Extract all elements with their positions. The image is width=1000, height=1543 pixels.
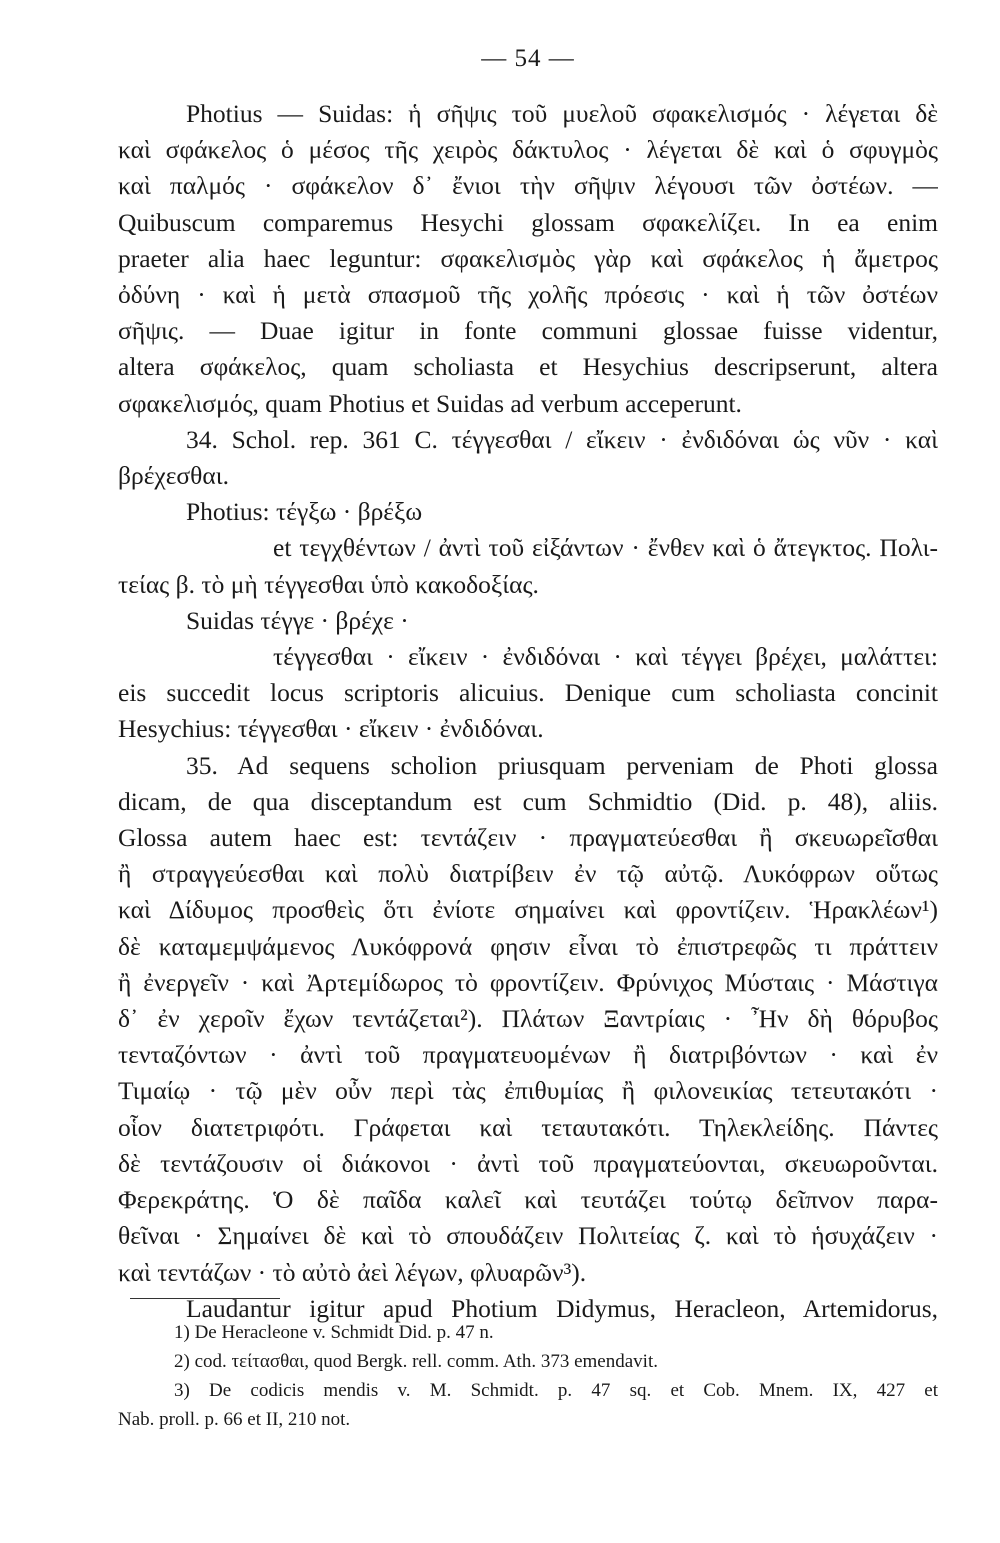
text-line: Photius — Suidas: ἡ σῆψις τοῦ μυελοῦ σφακελισμός · λέγεται δὲ bbox=[186, 99, 938, 128]
footnote: 2) cod. τείτασθαι, quod Bergk. rell. comm. Ath. 373 emendavit. bbox=[174, 1351, 658, 1372]
text-line: σφακελισμός, quam Photius et Suidas ad verbum acceperunt. bbox=[118, 388, 742, 418]
text-line: Quibuscum comparemus Hesychi glossam σφακελίζει. In ea enim bbox=[118, 207, 938, 237]
text-line: 34. Schol. rep. 361 C. τέγγεσθαι / εἴκειν · ἐνδιδόναι ὡς νῦν · καὶ bbox=[186, 424, 938, 454]
text-line: Suidas τέγγε · βρέχε · bbox=[186, 605, 409, 635]
text-line: Glossa autem haec est: τεντάζειν · πραγματεύεσθαι ἢ σκευωρεῖσθαι bbox=[118, 823, 938, 853]
text-line: δ᾽ ἐν χεροῖν ἔχων τεντάζεται²). Πλάτων Ξαντρίαις · Ἦν δὴ θόρυβος bbox=[118, 1004, 938, 1034]
text-line: ἢ ἐνεργεῖν · καὶ Ἀρτεμίδωρος τὸ φροντίζειν. Φρύνιχος Μύσταις · Μάστιγα bbox=[118, 967, 938, 997]
text-line: τενταζόντων · ἀντὶ τοῦ πραγματευομένων ἢ διατριβόντων · καὶ ἐν bbox=[118, 1040, 938, 1070]
text-line: Laudantur igitur apud Photium Didymus, Heracleon, Artemidorus, bbox=[186, 1293, 938, 1323]
text-line: dicam, de qua disceptandum est cum Schmidtio (Did. p. 48), aliis. bbox=[118, 786, 938, 816]
text-line: eis succedit locus scriptoris alicuius. Denique cum scholiasta concinit bbox=[118, 678, 938, 708]
text-line: τείας β. τὸ μὴ τέγγεσθαι ὑπὸ κακοδοξίας. bbox=[118, 569, 539, 599]
page-number: — 54 — bbox=[481, 45, 575, 72]
text-line: δὲ τεντάζουσιν οἱ διάκονοι · ἀντὶ τοῦ πραγματεύονται, σκευωροῦνται. bbox=[118, 1148, 938, 1178]
main-text bbox=[118, 96, 938, 1327]
footnote: Nab. proll. p. 66 et II, 210 not. bbox=[118, 1409, 351, 1430]
page-body bbox=[118, 44, 938, 1327]
text-line: καὶ παλμός · σφάκελον δ᾽ ἔνιοι τὴν σῆψιν λέγουσι τῶν ὀστέων. — bbox=[118, 171, 938, 201]
text-line: et τεγχθέντων / ἀντὶ τοῦ εἰξάντων · ἔνθεν καὶ ὁ ἄτεγκτος. Πολι- bbox=[273, 533, 938, 563]
text-line: ἢ στραγγεύεσθαι καὶ πολὺ διατρίβειν ἐν τῷ αὐτῷ. Λυκόφρων οὕτως bbox=[118, 859, 938, 889]
text-line: καὶ Δίδυμος προσθεὶς ὅτι ἐνίοτε σημαίνει καὶ φροντίζειν. Ἡρακλέων¹) bbox=[118, 895, 938, 925]
text-line: θεῖναι · Σημαίνει δὲ καὶ τὸ σπουδάζειν Πολιτείας ζ. καὶ τὸ ἡσυχάζειν · bbox=[118, 1221, 938, 1251]
text-line: Hesychius: τέγγεσθαι · εἴκειν · ἐνδιδόναι. bbox=[118, 714, 544, 744]
text-line: praeter alia haec leguntur: σφακελισμὸς γὰρ καὶ σφάκελος ἡ ἄμετρος bbox=[118, 243, 938, 273]
text-line: βρέχεσθαι. bbox=[118, 461, 229, 491]
text-line: καὶ σφάκελος ὁ μέσος τῆς χειρὸς δάκτυλος · λέγεται δὲ καὶ ὁ σφυγμὸς bbox=[118, 135, 938, 165]
footnotes bbox=[118, 1318, 938, 1434]
footnote-divider bbox=[130, 1298, 280, 1299]
text-line: τέγγεσθαι · εἴκειν · ἐνδιδόναι · καὶ τέγγει βρέχει, μαλάττει: bbox=[273, 642, 938, 672]
footnote: 3) De codicis mendis v. M. Schmidt. p. 47 sq. et Cob. Mnem. IX, 427 et bbox=[174, 1380, 938, 1401]
text-line: Τιμαίῳ · τῷ μὲν οὖν περὶ τὰς ἐπιθυμίας ἢ φιλονεικίας τετευτακότι · bbox=[118, 1076, 938, 1106]
text-line: ὀδύνη · καὶ ἡ μετὰ σπασμοῦ τῆς χολῆς πρόεσις · καὶ ἡ τῶν ὀστέων bbox=[118, 280, 938, 310]
text-line: οἷον διατετριφότι. Γράφεται καὶ τεταυτακότι. Τηλεκλείδης. Πάντες bbox=[118, 1112, 938, 1142]
text-line: δὲ καταμεμψάμενος Λυκόφρονά φησιν εἶναι τὸ ἐπιστρεφῶς τι πράττειν bbox=[118, 931, 938, 961]
text-line: Φερεκράτης. Ὁ δὲ παῖδα καλεῖ καὶ τευτάζει τούτῳ δεῖπνον παρα- bbox=[118, 1185, 938, 1215]
text-line: 35. Ad sequens scholion priusquam perveniam de Photi glossa bbox=[186, 750, 938, 780]
footnote: 1) De Heracleone v. Schmidt Did. p. 47 n. bbox=[174, 1322, 494, 1343]
text-line: καὶ τεντάζων · τὸ αὐτὸ ἀεὶ λέγων, φλυαρῶν³). bbox=[118, 1257, 587, 1287]
text-line: Photius: τέγξω · βρέξω bbox=[186, 497, 423, 527]
text-line: σῆψις. — Duae igitur in fonte communi glossae fuisse videntur, bbox=[118, 316, 938, 346]
text-line: altera σφάκελος, quam scholiasta et Hesychius descripserunt, altera bbox=[118, 352, 938, 382]
